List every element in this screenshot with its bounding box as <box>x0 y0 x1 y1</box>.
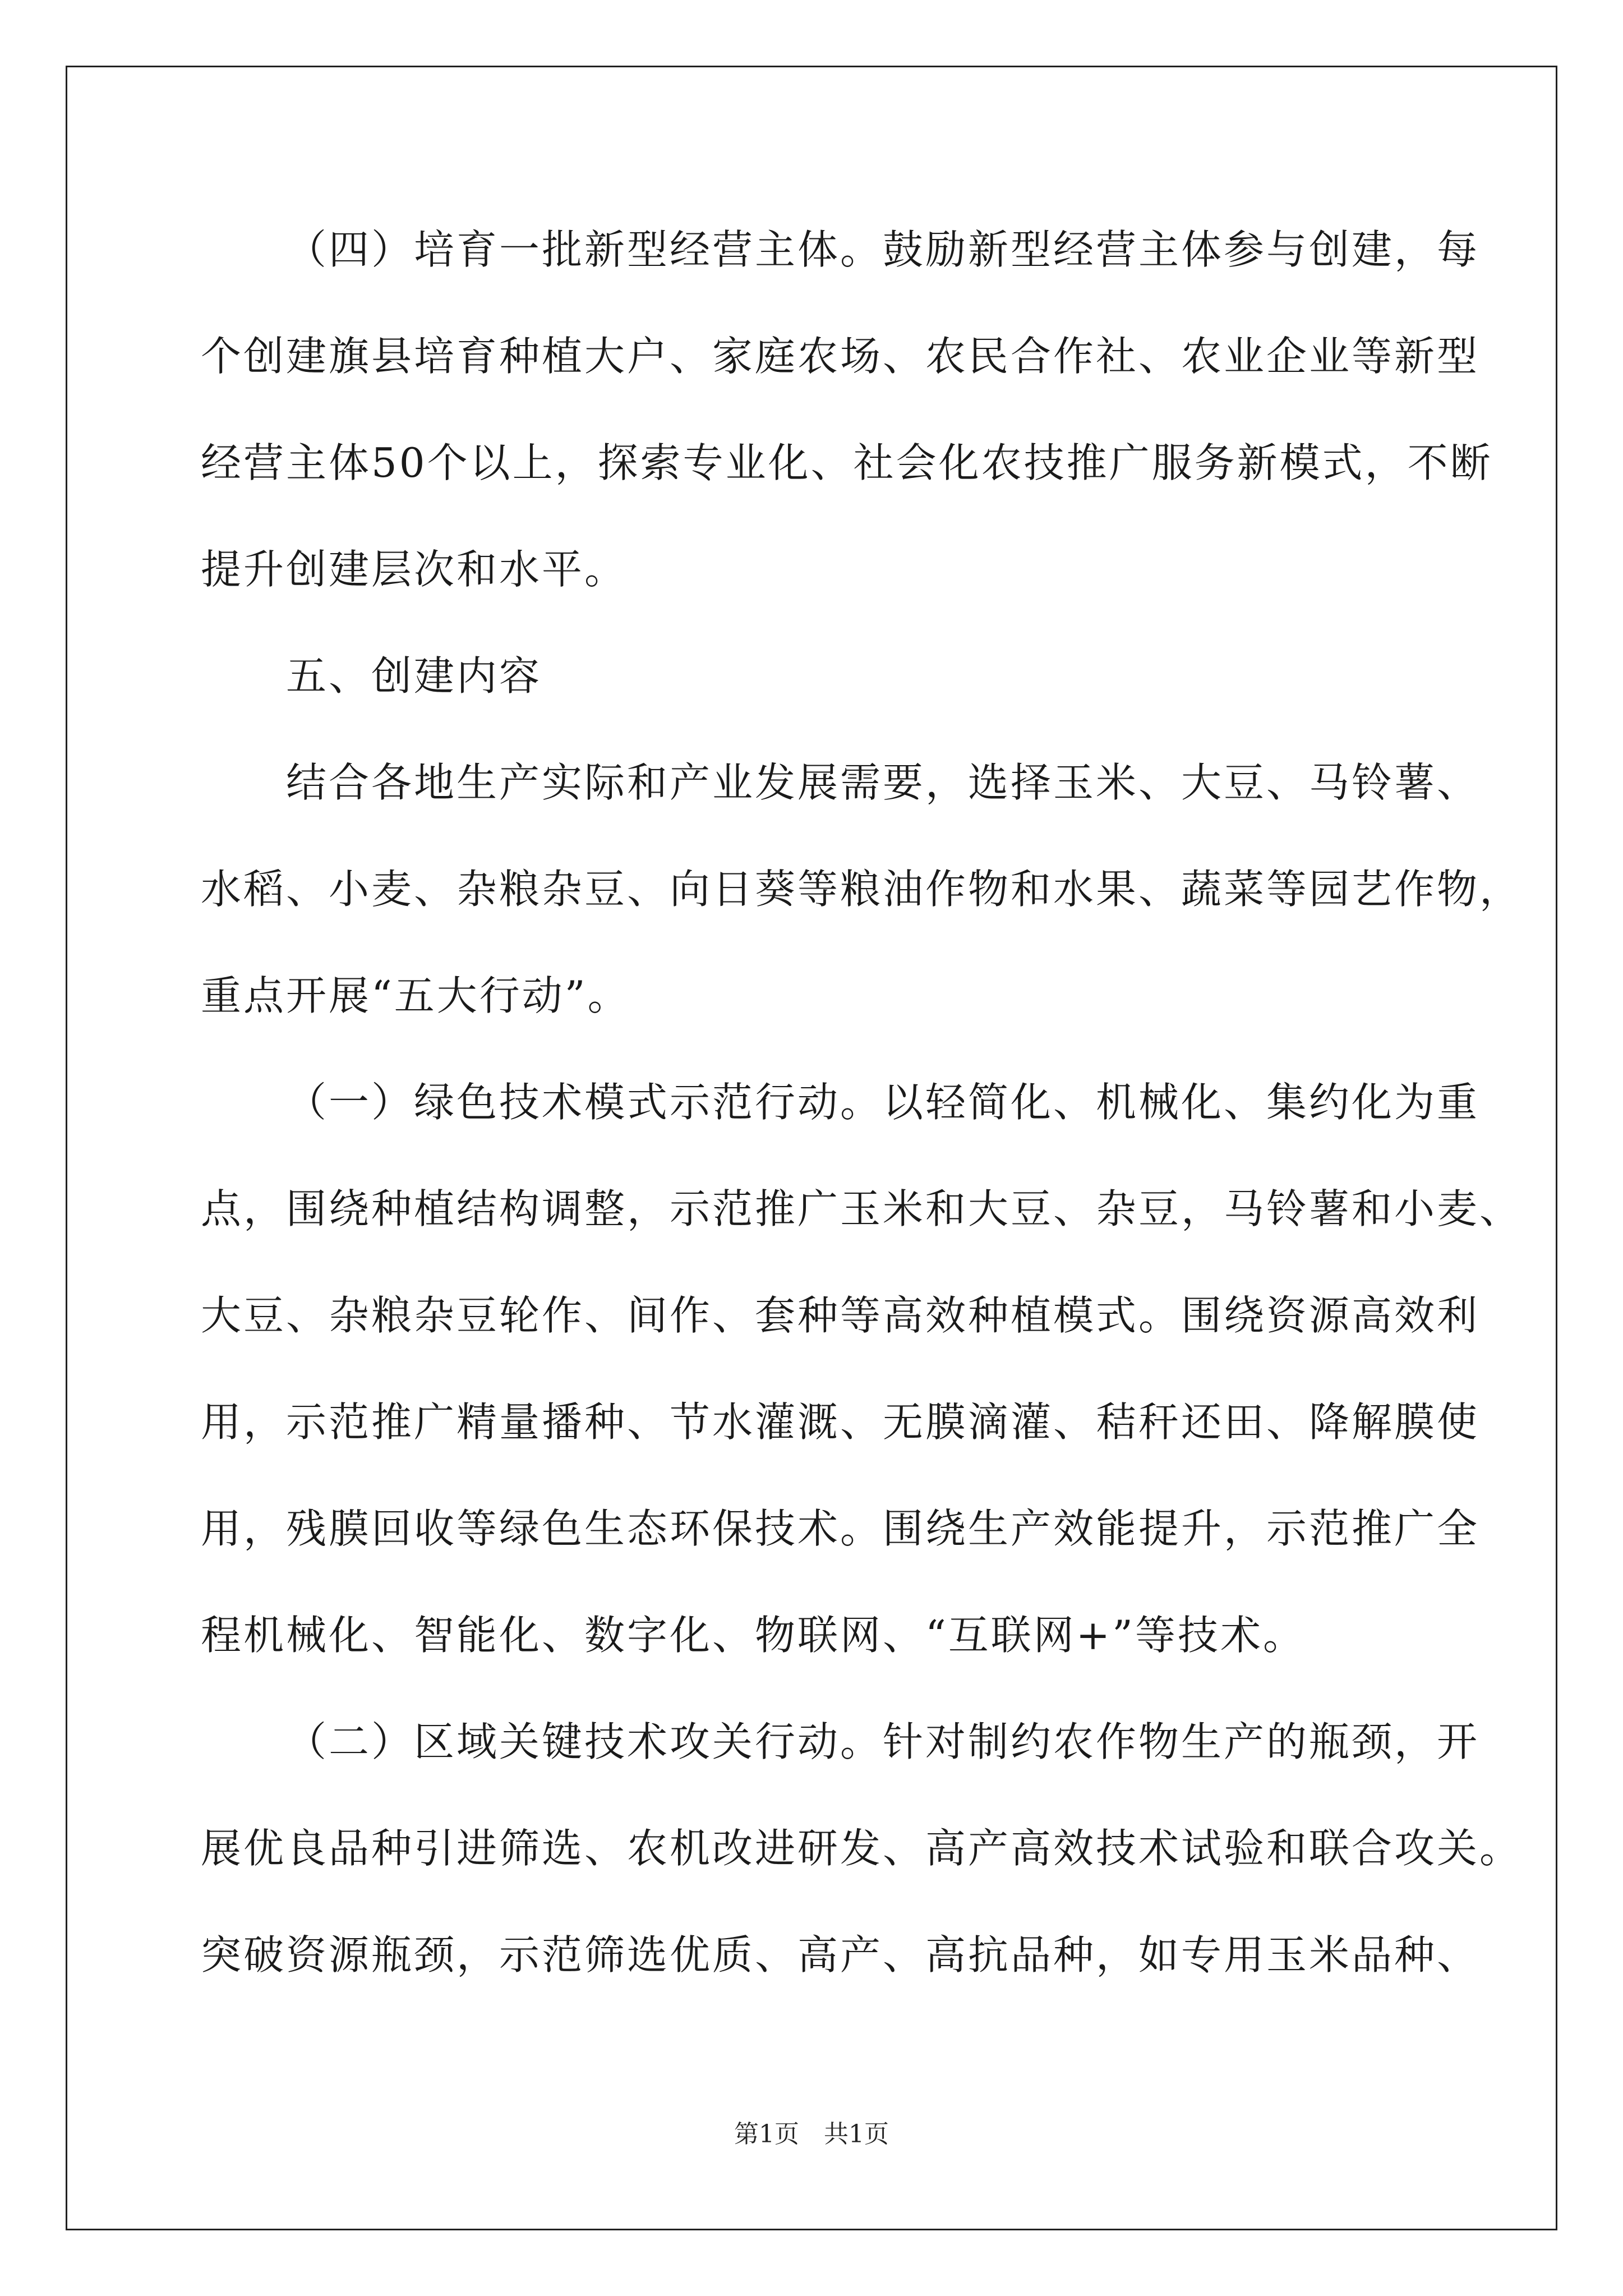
paragraph-line: 程机械化、智能化、数字化、物联网、“互联网+”等技术。 <box>201 1612 1306 1659</box>
paragraph-line: （四）培育一批新型经营主体。鼓励新型经营主体参与创建，每 <box>286 226 1480 273</box>
paragraph-line: 用，残膜回收等绿色生态环保技术。围绕生产效能提升，示范推广全 <box>201 1505 1480 1552</box>
paragraph-line: 大豆、杂粮杂豆轮作、间作、套种等高效种植模式。围绕资源高效利 <box>201 1292 1480 1339</box>
paragraph-line: 水稻、小麦、杂粮杂豆、向日葵等粮油作物和水果、蔬菜等园艺作物， <box>201 866 1523 913</box>
paragraph-line: 重点开展“五大行动”。 <box>201 972 630 1019</box>
paragraph-line: 展优良品种引进筛选、农机改进研发、高产高效技术试验和联合攻关。 <box>201 1825 1523 1872</box>
paragraph-line: （一）绿色技术模式示范行动。以轻简化、机械化、集约化为重 <box>286 1079 1480 1126</box>
paragraph-line: 经营主体50个以上，探索专业化、社会化农技推广服务新模式，不断 <box>201 439 1493 486</box>
paragraph-line: 提升创建层次和水平。 <box>201 546 628 593</box>
paragraph-line: 点，围绕种植结构调整，示范推广玉米和大豆、杂豆，马铃薯和小麦、 <box>201 1185 1523 1232</box>
section-heading: 五、创建内容 <box>286 652 542 700</box>
paragraph-line: 个创建旗县培育种植大户、家庭农场、农民合作社、农业企业等新型 <box>201 333 1480 380</box>
paragraph-line: （二）区域关键技术攻关行动。针对制约农作物生产的瓶颈，开 <box>286 1718 1480 1765</box>
paragraph-line: 结合各地生产实际和产业发展需要，选择玉米、大豆、马铃薯、 <box>286 759 1480 806</box>
paragraph-line: 用，示范推广精量播种、节水灌溉、无膜滴灌、秸秆还田、降解膜使 <box>201 1398 1480 1446</box>
page-footer <box>0 2118 1623 2151</box>
page-number-label: 第1页 共1页 <box>734 2120 889 2148</box>
page-border <box>66 66 1557 2230</box>
paragraph-line: 突破资源瓶颈，示范筛选优质、高产、高抗品种，如专用玉米品种、 <box>201 1931 1480 1978</box>
